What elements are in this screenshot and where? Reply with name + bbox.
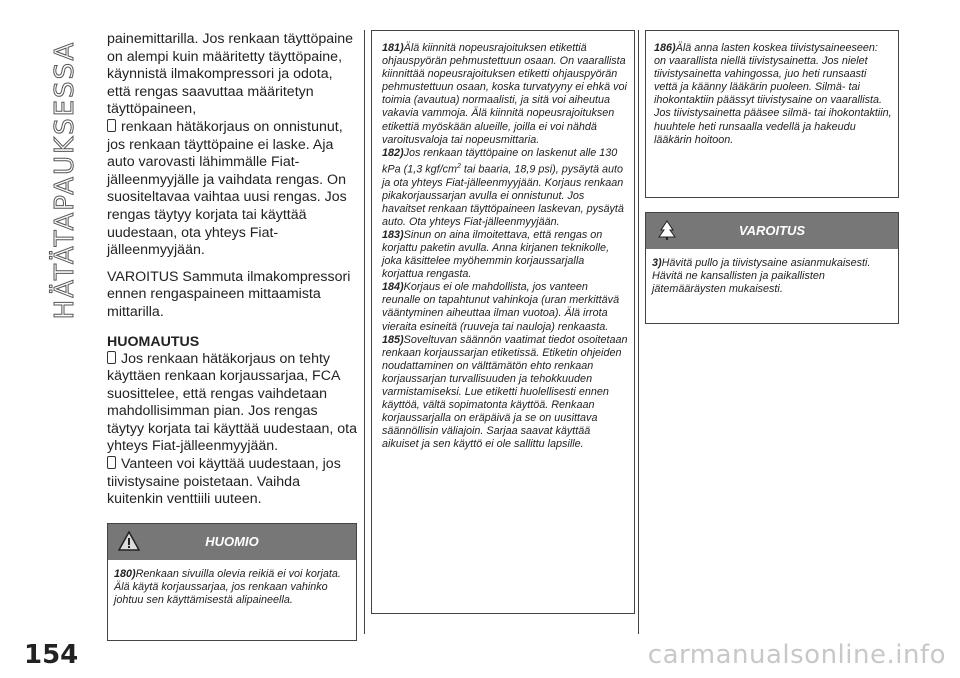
- notes-column-right: [645, 30, 899, 198]
- note-number: 181): [382, 42, 404, 54]
- notes-column: [371, 30, 635, 614]
- note-number: 184): [382, 281, 404, 294]
- environment-tree-icon: [656, 219, 678, 241]
- warning-triangle-icon: [118, 530, 140, 552]
- note-number: 3): [652, 257, 662, 269]
- note-text: Älä kiinnitä nopeusrajoituksen etikettiä ohjauspyörän pehmustettuun osaan. On vaarallista kiinnittää nopeusrajoituksen etiketti ohjauspyörän pehmustettuun osaan, koska turvatyyny ei ehkä voi toimia (avautua) normaalisti, ja sitä voi aiheutua vakavia vammoja. Älä kiinnitä nopeusrajoituksen etikettiä myöskään alueille, joilla ei voi nähdä varoitusvaloja tai nopeusmittaria.: [382, 42, 627, 146]
- bullet-icon: [107, 456, 116, 469]
- superscript: 2: [457, 162, 461, 170]
- note-text: tai baaria, 18,9 psi), pysäytä auto ja ota yhteys Fiat-jälleenmyyjään. Korjaus renkaan pikakorjaussarjan avulla ei onnistunut. Jos havaitset renkaan täyttöpaineen laskevan, pysäytä auto. Ota yhteys Fiat-jälleenmyyjään.: [382, 163, 624, 228]
- huomio-title: HUOMIO: [205, 534, 259, 549]
- note-number: 180): [114, 568, 136, 580]
- note-number: 186): [654, 42, 676, 54]
- paragraph: Vanteen voi käyttää uudestaan, jos tiivistysaine poistetaan. Vaihda kuitenkin venttiili uuteen.: [107, 456, 341, 508]
- note-text: Renkaan sivuilla olevia reikiä ei voi korjata. Älä käytä korjaussarjaa, jos renkaan vahinko johtuu sen käyttämisestä alipaineella.: [114, 568, 341, 607]
- note-text: Sinun on aina ilmoitettava, että rengas on korjattu paketin avulla. Anna kirjanen teknikolle, joka käsittelee myöhemmin korjaussarjalla korjattua rengasta.: [382, 228, 610, 281]
- varoitus-header: [646, 213, 898, 249]
- huomio-body: [108, 560, 356, 613]
- paragraph: painemittarilla. Jos renkaan täyttöpaine on alempi kuin määritetty täyttöpaine, käynnistä ilmakompressori ja odota, että rengas saavuttaa määritetyn täyttöpaineen,: [107, 31, 354, 118]
- paragraph: VAROITUS Sammuta ilmakompressori ennen rengaspaineen mittaamista mittarilla.: [107, 268, 351, 320]
- note-number: 183): [382, 228, 404, 241]
- section-tab: [50, 30, 80, 330]
- note-text: Soveltuvan säännön vaatimat tiedot osoitetaan renkaan korjaussarjan etiketissä. Etiketin ohjeiden noudattaminen on välttämätön ehto renkaan korjaussarjan turvallisuuden ja tehokkuuden varmistamiseksi. Lue etiketti huolellisesti ennen käyttöä, vältä sopimatonta käyttöä. Renkaan korjaussarjalla on eräpäivä ja se on uusittava säännöllisin väliajoin. Sarjaa saavat käyttää aikuiset ja sen käyttö ei ole sallittu lapsille.: [382, 333, 628, 451]
- watermark: carmanualsonline.info: [647, 640, 946, 670]
- paragraph: Jos renkaan hätäkorjaus on tehty käyttäen renkaan korjaussarjaa, FCA suosittelee, että rengas vaihdetaan mahdollisimman pian. Jos rengas täytyy korjata tai käyttää uudestaan, ota yhteys Fiat-jälleenmyyjään.: [107, 350, 358, 455]
- note-number: 185): [382, 333, 404, 346]
- huomio-header: [108, 524, 356, 560]
- note-number: 182): [382, 146, 404, 159]
- note-text: Hävitä pullo ja tiivistysaine asianmukaisesti. Hävitä ne kansallisten ja paikallisten jätemääräysten mukaisesti.: [652, 257, 871, 296]
- varoitus-body: [646, 249, 898, 302]
- varoitus-title: VAROITUS: [738, 223, 806, 238]
- page-number: 154: [24, 640, 79, 670]
- varoitus-box: [645, 212, 899, 324]
- note-text: Korjaus ei ole mahdollista, jos vanteen reunalle on tapahtunut vahinkoja (uran merkittävä vääntyminen aiheuttaa ilman vuotoa). Älä irrota vieraita esineitä (ruuveja tai nauloja) renkaasta.: [382, 281, 620, 333]
- column-divider: [638, 30, 639, 634]
- note-heading: HUOMAUTUS: [107, 333, 200, 350]
- main-text-column: [107, 31, 357, 509]
- column-divider: [364, 30, 365, 634]
- note-text: Älä anna lasten koskea tiivistysaineeseen: on vaarallista niellä tiivistysainetta. Jos nielet tiivistysainetta vahingossa, juo heti runsaasti vettä ja käänny lääkärin puoleen. Silmä- tai ihokontaktiin päässyt tiivistysaine on vaarallista. Jos tiivistysainetta pääsee silmä- tai ihokontaktiin, huuhtele heti runsaalla vedellä ja hakeudu lääkärin hoitoon.: [654, 42, 892, 146]
- bullet-icon: [107, 351, 116, 364]
- huomio-box: [107, 523, 357, 641]
- note-text: Jos renkaan täyttöpaine on laskenut alle 130 kPa (1,3 kgf/cm: [382, 146, 618, 176]
- section-title: HÄTÄTAPAUKSESSA: [50, 40, 80, 320]
- bullet-icon: [107, 119, 116, 132]
- paragraph: renkaan hätäkorjaus on onnistunut, jos renkaan täyttöpaine ei laske. Aja auto varovasti lähimmälle Fiat-jälleenmyyjälle ja vaihdata rengas. On suositeltavaa vaihtaa uusi rengas. Jos rengas täytyy korjata tai käyttää uudestaan, ota yhteys Fiat-jälleenmyyjään.: [107, 118, 347, 259]
